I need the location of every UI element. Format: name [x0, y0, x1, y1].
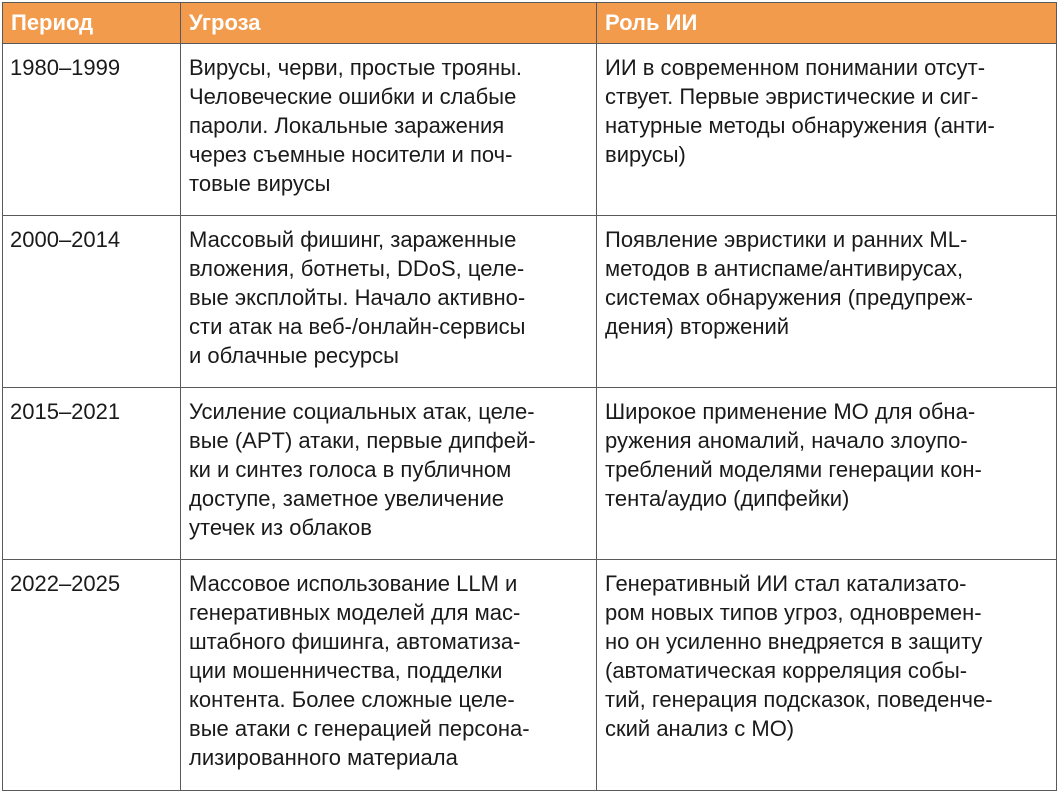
table-row [3, 388, 1057, 560]
cell-threat: Усиление социальных атак, целе- вые (APT) атаки, первые дипфей- ки и синтез голоса в публичном доступе, заметное увеличение утечек из облаков [181, 388, 597, 560]
cell-ai-role: ИИ в современном понимании отсут- ствует. Первые эвристические и сиг- натурные методы обнаружения (анти- вирусы) [597, 44, 1057, 216]
table-row [3, 216, 1057, 388]
table-body [3, 44, 1057, 791]
table-row [3, 560, 1057, 791]
header-period: Период [3, 3, 181, 44]
threat-evolution-table [2, 2, 1057, 791]
cell-period: 2022–2025 [3, 560, 181, 791]
cell-threat: Массовое использование LLM и генеративных моделей для мас- штабного фишинга, автоматиза- ции мошенничества, подделки контента. Более сложные целе- вые атаки с генерацией персона- лизированного материала [181, 560, 597, 791]
cell-period: 1980–1999 [3, 44, 181, 216]
cell-threat: Массовый фишинг, зараженные вложения, ботнеты, DDoS, целе- вые эксплойты. Начало активно- сти атак на веб-/онлайн-сервисы и облачные ресурсы [181, 216, 597, 388]
header-threat: Угроза [181, 3, 597, 44]
cell-period: 2015–2021 [3, 388, 181, 560]
cell-ai-role: Генеративный ИИ стал катализато- ром новых типов угроз, одновремен- но он усиленно внедряется в защиту (автоматическая корреляция собы- тий, генерация подсказок, поведенче- ский анализ с МО) [597, 560, 1057, 791]
header-row [3, 3, 1057, 44]
cell-ai-role: Широкое применение МО для обна- ружения аномалий, начало злоупо- треблений моделями генерации кон- тента/аудио (дипфейки) [597, 388, 1057, 560]
header-ai-role: Роль ИИ [597, 3, 1057, 44]
cell-ai-role: Появление эвристики и ранних ML- методов в антиспаме/антивирусах, системах обнаружения (предупреж- дения) вторжений [597, 216, 1057, 388]
table-header [3, 3, 1057, 44]
cell-threat: Вирусы, черви, простые трояны. Человеческие ошибки и слабые пароли. Локальные заражения через съемные носители и поч- товые вирусы [181, 44, 597, 216]
table-row [3, 44, 1057, 216]
cell-period: 2000–2014 [3, 216, 181, 388]
